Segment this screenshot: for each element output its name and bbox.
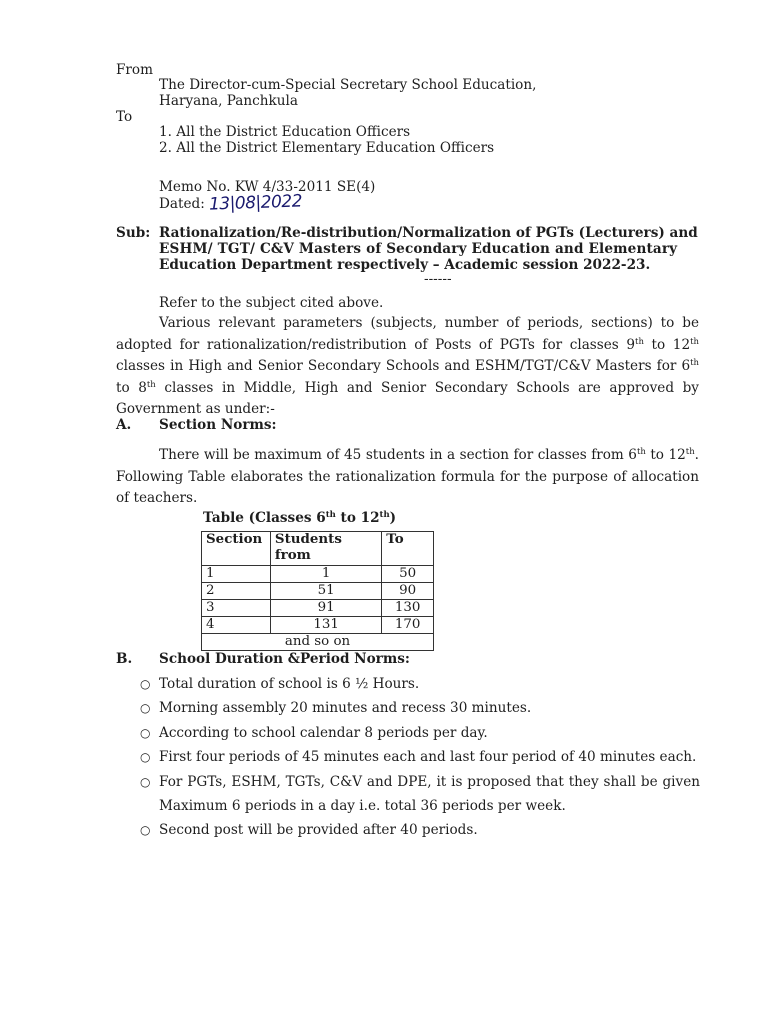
sender-line-1: The Director-cum-Special Secretary School Education, bbox=[159, 77, 537, 93]
list-item: ○ First four periods of 45 minutes each and last four period of 40 minutes each. bbox=[140, 745, 700, 769]
cell-from: 91 bbox=[270, 600, 381, 617]
list-item: ○ For PGTs, ESHM, TGTs, C&V and DPE, it is proposed that they shall be given Maximum 6 periods in a day i.e. total 36 periods per week. bbox=[140, 770, 700, 819]
table-header-row bbox=[202, 532, 434, 566]
to-label: To bbox=[116, 109, 133, 125]
header-to: To bbox=[382, 532, 434, 566]
list-item: ○ According to school calendar 8 periods per day. bbox=[140, 721, 700, 745]
table-row bbox=[202, 583, 434, 600]
subject-line-1: Rationalization/Re-distribution/Normalization of PGTs (Lecturers) and bbox=[159, 225, 698, 241]
refer-line: Refer to the subject cited above. bbox=[159, 295, 384, 311]
parameters-paragraph: Various relevant parameters (subjects, number of periods, sections) to be adopted for rationalization/redistribution of Posts of PGTs for classes 9th to 12th classes in High and Senior Secondary Schools and ESHM/TGT/C&V Masters for 6th to 8th classes in Middle, High and Senior Secondary Schools are approved by Government as under:- bbox=[116, 315, 699, 418]
recipient-2: 2. All the District Elementary Education Officers bbox=[159, 140, 495, 156]
recipient-1: 1. All the District Education Officers bbox=[159, 124, 411, 140]
table-row bbox=[202, 600, 434, 617]
list-item: ○ Total duration of school is 6 ½ Hours. bbox=[140, 672, 700, 696]
table-row bbox=[202, 566, 434, 583]
cell-to: 130 bbox=[382, 600, 434, 617]
memo-number: Memo No. KW 4/33-2011 SE(4) bbox=[159, 179, 376, 195]
bullet-circle-icon: ○ bbox=[140, 701, 151, 716]
section-a-letter: A. bbox=[116, 417, 132, 433]
subject-line-3: Education Department respectively – Academic session 2022-23. bbox=[159, 257, 651, 273]
cell-section: 4 bbox=[202, 617, 271, 634]
subject-label: Sub: bbox=[116, 225, 151, 241]
cell-from: 1 bbox=[270, 566, 381, 583]
bullet-circle-icon: ○ bbox=[140, 677, 151, 691]
cell-section: 3 bbox=[202, 600, 271, 617]
section-norms-paragraph: There will be maximum of 45 students in a section for classes from 6th to 12th. Following Table elaborates the rationalization formula for the purpose of allocation of teachers. bbox=[116, 447, 699, 507]
sender-line-2: Haryana, Panchkula bbox=[159, 93, 298, 109]
cell-from: 51 bbox=[270, 583, 381, 600]
cell-from: 131 bbox=[270, 617, 381, 634]
cell-to: 50 bbox=[382, 566, 434, 583]
list-item: ○ Second post will be provided after 40 periods. bbox=[140, 818, 700, 842]
bullet-circle-icon: ○ bbox=[140, 750, 151, 765]
subject-line-2: ESHM/ TGT/ C&V Masters of Secondary Education and Elementary bbox=[159, 241, 678, 257]
section-norms-table bbox=[201, 531, 434, 651]
cell-section: 2 bbox=[202, 583, 271, 600]
table-title: Table (Classes 6th to 12th) bbox=[203, 510, 397, 526]
subject-rule: ------ bbox=[424, 271, 452, 287]
bullet-circle-icon: ○ bbox=[140, 725, 151, 740]
section-a-title: Section Norms: bbox=[159, 417, 277, 433]
dated-line bbox=[159, 191, 303, 215]
section-b-letter: B. bbox=[116, 651, 133, 667]
header-students-from: Students from bbox=[270, 532, 381, 566]
table-footer: and so on bbox=[202, 634, 434, 651]
period-norms-list bbox=[140, 672, 700, 843]
section-b-title: School Duration &Period Norms: bbox=[159, 651, 410, 667]
header-section: Section bbox=[202, 532, 271, 566]
cell-to: 170 bbox=[382, 617, 434, 634]
table-footer-row bbox=[202, 634, 434, 651]
handwritten-date: 13|08|2022 bbox=[208, 191, 303, 215]
cell-section: 1 bbox=[202, 566, 271, 583]
cell-to: 90 bbox=[382, 583, 434, 600]
from-label: From bbox=[116, 62, 154, 78]
list-item: ○ Morning assembly 20 minutes and recess 30 minutes. bbox=[140, 696, 700, 720]
bullet-circle-icon: ○ bbox=[140, 774, 151, 789]
bullet-circle-icon: ○ bbox=[140, 823, 151, 838]
table-row bbox=[202, 617, 434, 634]
dated-label: Dated: bbox=[159, 196, 205, 212]
